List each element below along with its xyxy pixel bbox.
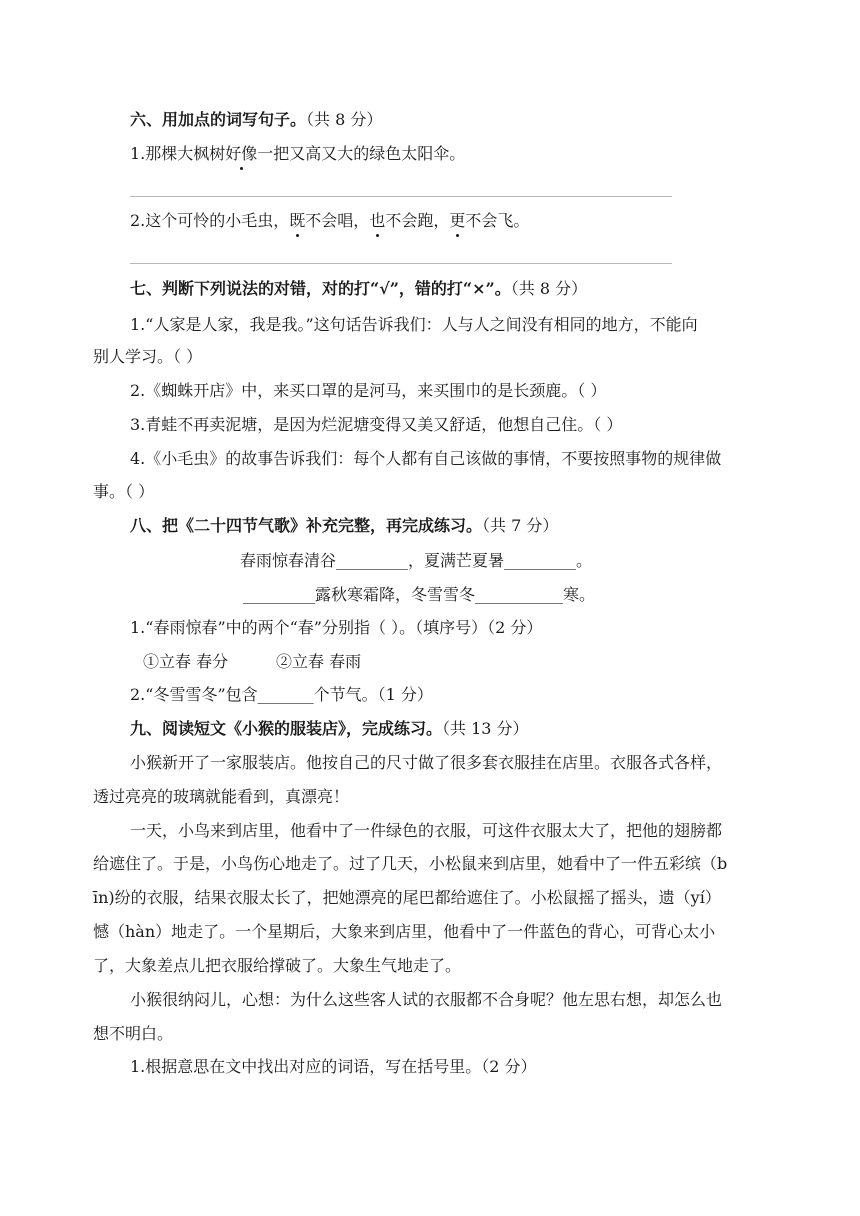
q-text: 不会唱，	[305, 211, 370, 230]
section-9-title: 九、阅读短文《小猴的服装店》，完成练习。	[130, 719, 443, 738]
option-1: ①立春 春分	[143, 652, 229, 671]
answer-line-1[interactable]	[130, 196, 672, 197]
dotted-word: 也	[369, 211, 386, 230]
section-7-q4-line2: 事。（ ）	[93, 482, 155, 501]
section-9-q1: 1.根据意思在文中找出对应的词语，写在括号里。（2 分）	[130, 1057, 537, 1076]
dotted-word: 好像	[225, 144, 258, 163]
q-text: 不会飞。	[465, 211, 530, 230]
section-7-title: 七、判断下列说法的对错，对的打“√”，错的打“×”。	[130, 279, 511, 298]
section-6-question-2	[130, 210, 810, 232]
section-8-heading	[130, 515, 810, 537]
section-6-score: （共 8 分）	[306, 110, 383, 129]
section-9-heading	[130, 718, 810, 740]
section-7-q2: 2.《蜘蛛开店》中，来买口罩的是河马，来买围巾的是长颈鹿。（ ）	[130, 381, 607, 400]
section-6-title: 六、用加点的词写句子。	[130, 110, 307, 129]
q-text: 不会跑，	[385, 211, 450, 230]
section-8-title: 八、把《二十四节气歌》补充完整，再完成练习。	[130, 516, 483, 535]
option-2: ②立春 春雨	[276, 652, 362, 671]
passage-p3-line1: 小猴很纳闷儿，心想：为什么这些客人试的衣服都不合身呢？他左思右想，却怎么也	[130, 990, 723, 1009]
passage-p2-line4: 憾（hàn）地走了。一个星期后，大象来到店里，他看中了一件蓝色的背心，可背心太小	[93, 922, 716, 941]
section-6-question-1	[130, 143, 810, 165]
passage-p1-line1: 小猴新开了一家服装店。他按自己的尺寸做了很多套衣服挂在店里。衣服各式各样，	[130, 753, 723, 772]
section-6-heading	[130, 109, 810, 131]
passage-p2-line3: īn)纷的衣服，结果衣服太长了，把她漂亮的尾巴都给遮住了。小松鼠摇了摇头，遗（yí）	[93, 888, 721, 907]
section-7-q1-line2: 别人学习。（ ）	[93, 347, 203, 366]
section-8-q2: 2.“冬雪雪冬”包含_______个节气。（1 分）	[130, 685, 433, 704]
section-8-score: （共 7 分）	[482, 516, 559, 535]
q-text: 一把又高又大的绿色太阳伞。	[257, 144, 466, 163]
section-7-heading	[130, 278, 810, 300]
passage-p2-line5: 了，大象差点儿把衣服给撑破了。大象生气地走了。	[93, 956, 462, 975]
poem-line-2: _________露秋寒霜降，冬雪雪冬___________寒。	[243, 585, 596, 604]
answer-line-2[interactable]	[130, 263, 672, 264]
passage-p1-line2: 透过亮亮的玻璃就能看到，真漂亮！	[93, 787, 350, 806]
section-7-q4-line1: 4.《小毛虫》的故事告诉我们：每个人都有自己该做的事情，不要按照事物的规律做	[130, 449, 722, 468]
passage-p3-line2: 想不明白。	[93, 1024, 174, 1043]
section-9-score: （共 13 分）	[442, 719, 529, 738]
passage-p2-line1: 一天，小鸟来到店里，他看中了一件绿色的衣服，可这件衣服太大了，把他的翅膀都	[130, 821, 723, 840]
section-7-score: （共 8 分）	[510, 279, 588, 298]
dotted-word: 更	[449, 211, 466, 230]
section-8-q1: 1.“春雨惊春”中的两个“春”分别指（ ）。（填序号）（2 分）	[130, 618, 543, 637]
poem-line-1: 春雨惊春清谷_________，夏满芒夏暑_________。	[240, 551, 593, 570]
q-text: 2.这个可怜的小毛虫，	[130, 211, 290, 230]
passage-p2-line2: 给遮住了。于是，小鸟伤心地走了。过了几天，小松鼠来到店里，她看中了一件五彩缤（b	[93, 854, 728, 873]
dotted-word: 既	[289, 211, 306, 230]
section-7-q3: 3.青蛙不再卖泥塘，是因为烂泥塘变得又美又舒适，他想自己住。（ ）	[130, 415, 623, 434]
section-7-q1-line1: 1.“人家是人家，我是我。”这句话告诉我们：人与人之间没有相同的地方，不能向	[130, 315, 698, 334]
q-text: 1.那棵大枫树	[130, 144, 226, 163]
